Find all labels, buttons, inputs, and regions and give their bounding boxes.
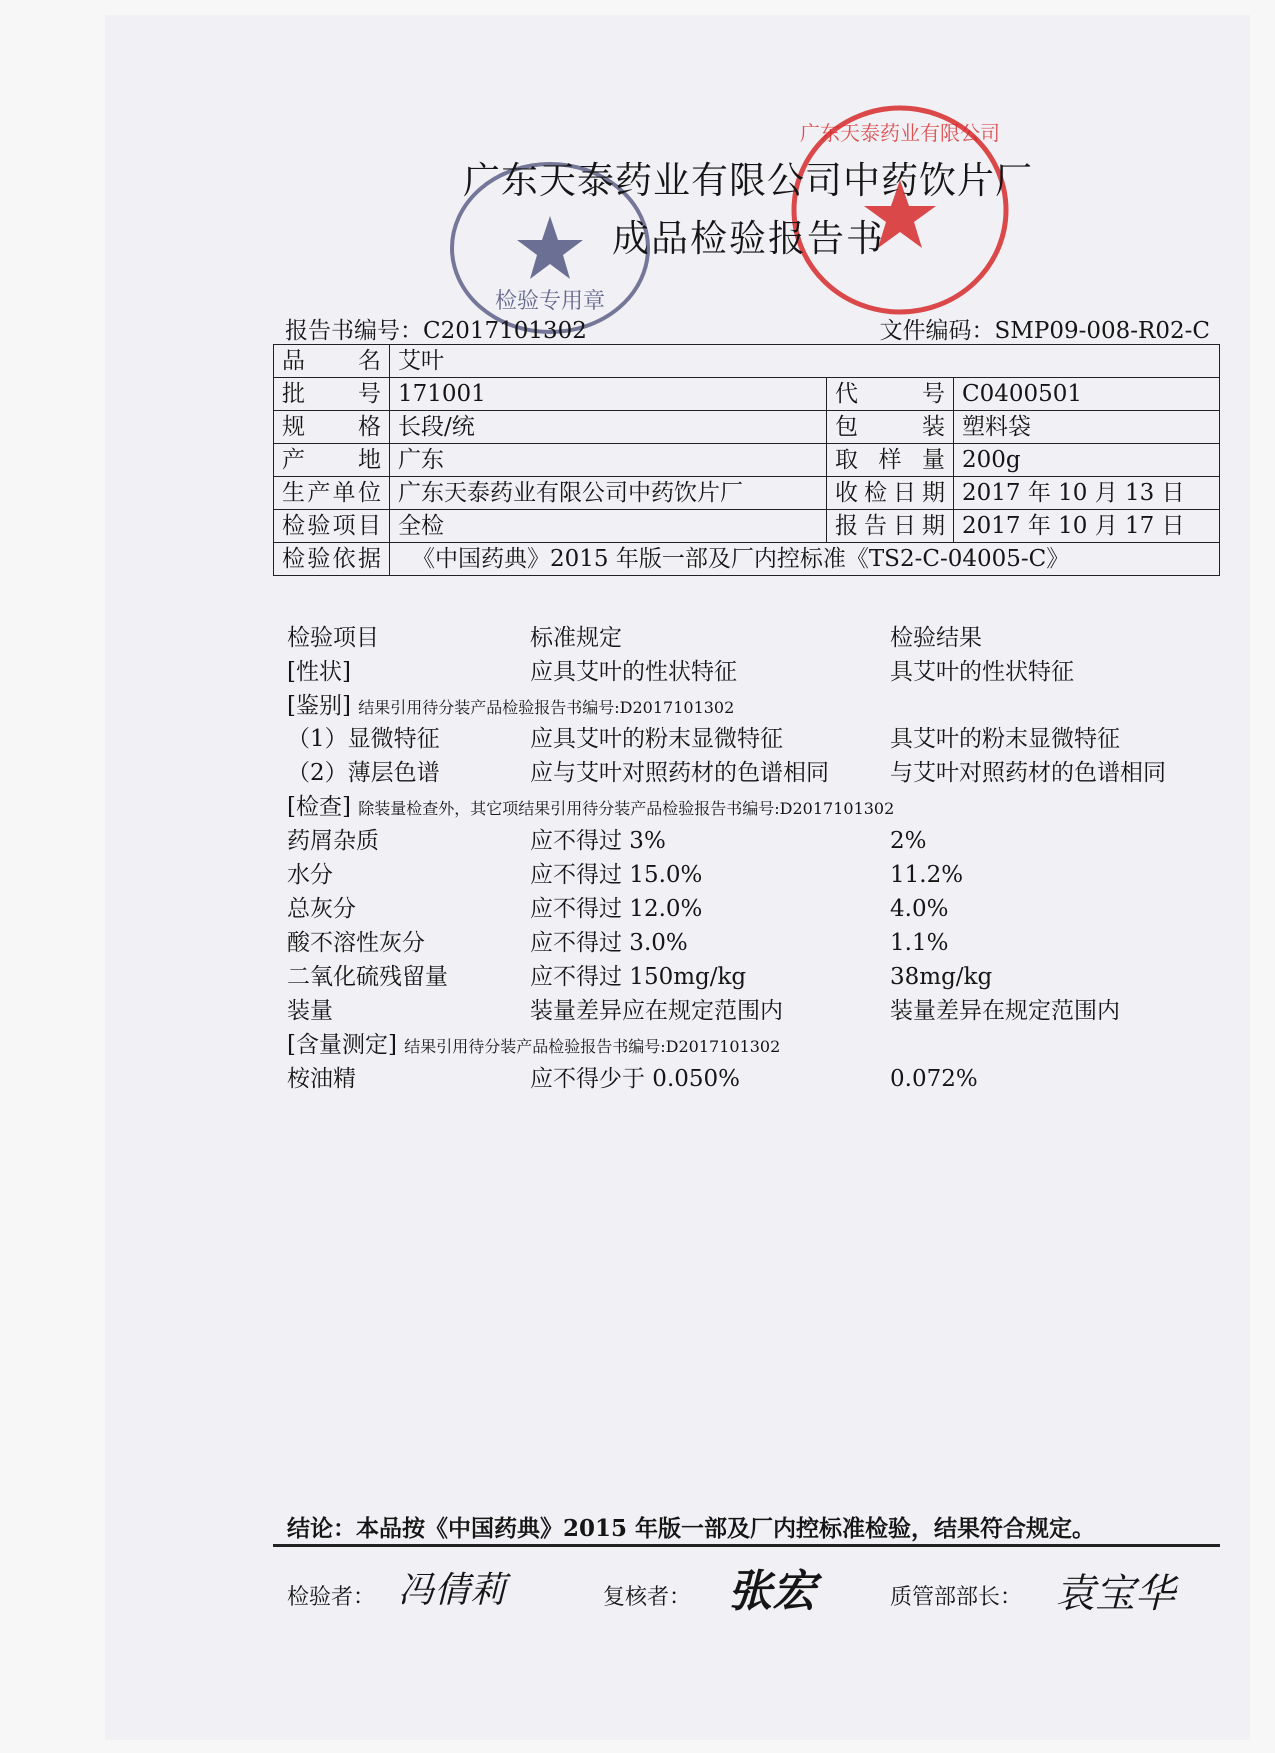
fill-result: 装量差异在规定范围内 [890,998,1120,1024]
acid-ash-label: 酸不溶性灰分 [287,930,425,956]
micro-standard: 应具艾叶的粉末显微特征 [530,726,783,752]
inspector-signature: 冯倩莉 [398,1570,507,1611]
traits-standard: 应具艾叶的性状特征 [530,659,737,685]
batch-value: 171001 [390,378,827,411]
oil-result: 0.072% [890,1066,978,1092]
results-header-row [287,621,1227,655]
tlc-label: （2）薄层色谱 [287,760,440,786]
oil-label: 桉油精 [287,1066,356,1092]
file-code-value: SMP09-008-R02-C [994,318,1210,344]
fill-label: 装量 [287,998,333,1024]
result-row-oil [287,1062,1227,1096]
producer-value: 广东天泰药业有限公司中药饮片厂 [390,477,827,510]
producer-label: 生产单位 [274,477,390,510]
so2-standard: 应不得过 150mg/kg [530,964,747,990]
package-label: 包装 [827,411,954,444]
ash-standard: 应不得过 12.0% [530,896,703,922]
result-row-traits [287,655,1227,689]
impurity-label: 药屑杂质 [287,828,379,854]
so2-result: 38mg/kg [890,964,993,990]
check-section [287,792,894,824]
check-label: [检查] [287,794,351,820]
assay-section [287,1030,780,1062]
identify-label: [鉴别] [287,693,351,719]
table-row [274,378,1220,411]
seal-center-text: 检验专用章 [494,289,606,314]
report-number [285,312,587,345]
table-row [274,444,1220,477]
file-code-label: 文件编码： [879,318,995,344]
col-standard-header: 标准规定 [530,625,622,651]
tlc-result: 与艾叶对照药材的色谱相同 [890,760,1166,786]
package-value: 塑料袋 [954,411,1220,444]
code-label: 代号 [827,378,954,411]
table-row [274,411,1220,444]
result-row-ash [287,892,1227,926]
col-item-header: 检验项目 [287,625,379,651]
reviewer-label: 复核者： [603,1585,692,1610]
acid-ash-result: 1.1% [890,930,949,956]
micro-label: （1）显微特征 [287,726,440,752]
divider [273,1544,1220,1547]
code-value: C0400501 [954,378,1220,411]
info-table [273,344,1220,576]
receive-date-label: 收检日期 [827,477,954,510]
traits-label: [性状] [287,659,351,685]
spec-value: 长段/统 [390,411,827,444]
conclusion: 结论：本品按《中国药典》2015 年版一部及厂内控标准检验，结果符合规定。 [287,1515,1096,1542]
moisture-label: 水分 [287,862,333,888]
spec-label: 规格 [274,411,390,444]
test-item-value: 全检 [390,510,827,543]
report-number-label: 报告书编号： [285,318,423,344]
company-title: 广东天泰药业有限公司中药饮片厂 [463,159,1033,202]
assay-note: 结果引用待分装产品检验报告书编号:D2017101302 [404,1037,781,1056]
basis-value: 《中国药典》2015 年版一部及厂内控标准《TS2-C-04005-C》 [390,543,1220,576]
result-row-acid-ash [287,926,1227,960]
identify-note: 结果引用待分装产品检验报告书编号:D2017101302 [358,698,735,717]
table-row [274,477,1220,510]
file-code [880,312,1210,345]
inspector-label: 检验者： [287,1585,376,1610]
tlc-standard: 应与艾叶对照药材的色谱相同 [530,760,829,786]
table-row [274,510,1220,543]
result-row-tlc [287,756,1227,790]
result-row-micro [287,722,1227,756]
product-name-value: 艾叶 [390,345,1220,378]
identify-section [287,691,734,723]
report-number-value: C2017101302 [423,318,587,344]
document-title: 成品检验报告书 [612,217,885,260]
table-row [274,345,1220,378]
result-row-fill [287,994,1227,1028]
oil-standard: 应不得少于 0.050% [530,1066,741,1092]
impurity-standard: 应不得过 3% [530,828,666,854]
reviewer-signature: 张宏 [728,1566,816,1617]
fill-standard: 装量差异应在规定范围内 [530,998,783,1024]
product-name-label: 品名 [274,345,390,378]
col-result-header: 检验结果 [890,625,982,651]
table-row [274,543,1220,576]
ash-result: 4.0% [890,896,949,922]
so2-label: 二氧化硫残留量 [287,964,448,990]
check-note: 除装量检查外，其它项结果引用待分装产品检验报告书编号:D2017101302 [358,799,895,818]
origin-value: 广东 [390,444,827,477]
basis-label: 检验依据 [274,543,390,576]
qa-signature: 袁宝华 [1055,1571,1175,1617]
sample-value: 200g [954,444,1220,477]
ash-label: 总灰分 [287,896,356,922]
qa-label: 质管部部长： [890,1585,1023,1610]
moisture-standard: 应不得过 15.0% [530,862,703,888]
seal-ring-text: 广东天泰药业有限公司 [800,121,1000,145]
report-date-label: 报告日期 [827,510,954,543]
impurity-result: 2% [890,828,927,854]
sample-label: 取样量 [827,444,954,477]
traits-result: 具艾叶的性状特征 [890,659,1074,685]
micro-result: 具艾叶的粉末显微特征 [890,726,1120,752]
result-row-moisture [287,858,1227,892]
test-item-label: 检验项目 [274,510,390,543]
assay-label: [含量测定] [287,1032,397,1058]
receive-date-value: 2017 年 10 月 13 日 [954,477,1220,510]
moisture-result: 11.2% [890,862,964,888]
result-row-so2 [287,960,1227,994]
result-row-impurity [287,824,1227,858]
acid-ash-standard: 应不得过 3.0% [530,930,688,956]
report-date-value: 2017 年 10 月 17 日 [954,510,1220,543]
origin-label: 产地 [274,444,390,477]
batch-label: 批号 [274,378,390,411]
